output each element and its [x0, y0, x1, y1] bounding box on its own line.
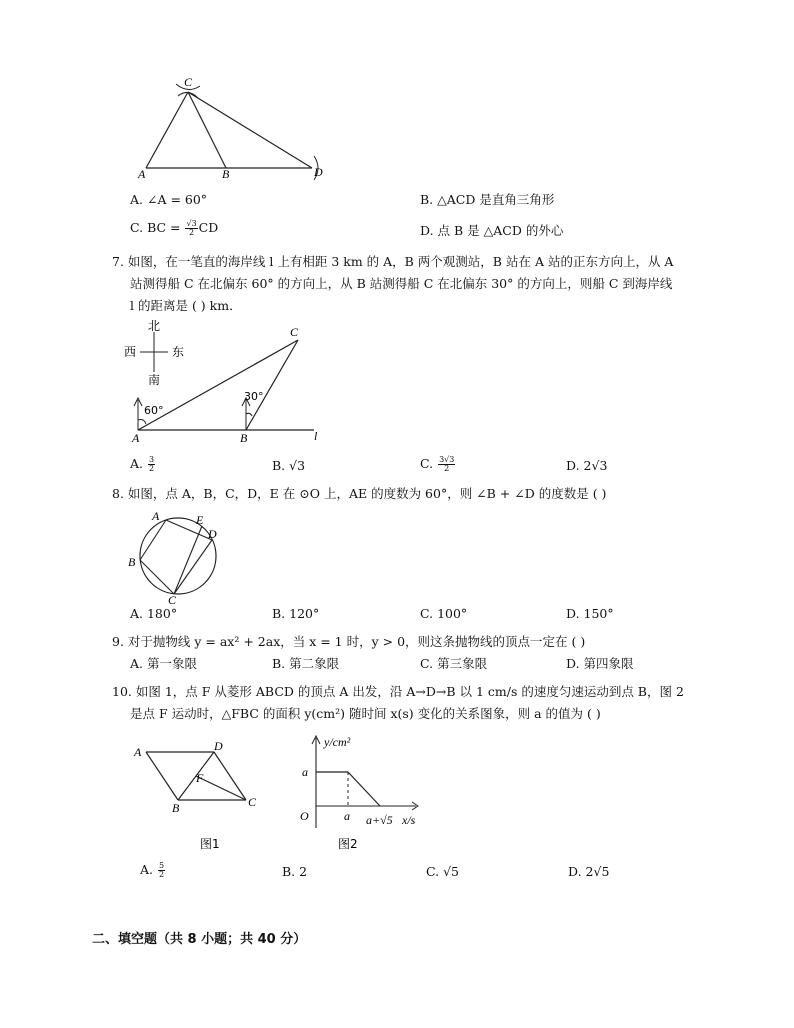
q10-fig1-label-d: D — [214, 739, 223, 753]
q6-option-a: A. ∠A = 60° — [130, 192, 208, 207]
q7-option-a-num: 3 — [149, 455, 155, 464]
section-2-title: 二、填空题（共 8 小题；共 40 分） — [92, 932, 307, 947]
q7-figure — [118, 318, 338, 448]
q7-option-c-den: 2 — [444, 464, 450, 473]
q7-angle-b: 30° — [244, 390, 264, 403]
q10-fig2-origin: O — [300, 809, 309, 823]
q10-fig2-x-axis-label: x/s — [402, 813, 416, 827]
q6-triangle-figure — [130, 74, 330, 184]
q7-label-b: B — [240, 431, 248, 445]
q8-option-d: D. 150° — [566, 606, 614, 621]
q10-fig2-caption: 图2 — [338, 837, 358, 851]
q10-option-d: D. 2√5 — [568, 864, 610, 879]
q9-option-a: A. 第一象限 — [130, 656, 197, 671]
q8-label-d: D — [208, 527, 217, 541]
q9-option-d: D. 第四象限 — [566, 656, 634, 671]
compass-north: 北 — [148, 319, 161, 333]
q7-stem-line2: 站测得船 C 在北偏东 60° 的方向上，从 B 站测得船 C 在北偏东 30° 的方向上，则船 C 到海岸线 — [130, 276, 673, 291]
q10-option-a-den: 2 — [159, 870, 165, 879]
q7-option-a — [130, 456, 156, 473]
q7-option-c — [420, 456, 456, 473]
q8-stem: 8. 如图，点 A，B，C，D，E 在 ⊙O 上，AE 的度数为 60°，则 ∠B + ∠D 的度数是 ( ) — [112, 486, 607, 501]
q10-option-a — [140, 862, 166, 879]
q7-option-b: B. √3 — [272, 458, 306, 473]
q10-fig1-label-b: B — [172, 801, 180, 815]
q10-fig2-y-axis-label: y/cm² — [324, 735, 351, 749]
q6-option-d: D. 点 B 是 △ACD 的外心 — [420, 223, 564, 238]
q6-option-c-suffix: CD — [198, 220, 219, 235]
q8-label-e: E — [196, 513, 204, 527]
q6-label-c: C — [184, 75, 193, 89]
q10-fig1-label-f: F — [196, 771, 204, 785]
compass-south: 南 — [148, 373, 161, 387]
q10-option-a-prefix: A. — [140, 862, 154, 877]
q10-stem-line2: 是点 F 运动时，△FBC 的面积 y(cm²) 随时间 x(s) 变化的关系图象，则 a 的值为 ( ) — [130, 706, 601, 721]
q7-option-d: D. 2√3 — [566, 458, 608, 473]
q7-label-c: C — [290, 325, 299, 339]
q8-label-b: B — [128, 555, 136, 569]
compass-west: 西 — [124, 345, 137, 359]
q10-figure-2 — [288, 732, 438, 856]
q6-label-a: A — [138, 167, 146, 181]
q6-option-c-num: √3 — [186, 219, 197, 228]
compass-east: 东 — [172, 345, 185, 359]
q8-label-c: C — [168, 593, 177, 607]
q10-fig1-label-c: C — [248, 795, 257, 809]
q6-label-d: D — [314, 165, 323, 179]
q9-option-b: B. 第二象限 — [272, 656, 340, 671]
q10-fig1-label-a: A — [134, 745, 142, 759]
q7-stem-line1: 7. 如图，在一笔直的海岸线 l 上有相距 3 km 的 A，B 两个观测站，B 站在 A 站的正东方向上，从 A — [112, 254, 674, 269]
q8-circle-figure — [124, 508, 234, 607]
q6-option-b: B. △ACD 是直角三角形 — [420, 192, 555, 207]
q6-option-c — [130, 220, 218, 237]
q6-option-c-den: 2 — [189, 228, 195, 237]
q7-option-a-den: 2 — [149, 464, 155, 473]
q8-label-a: A — [152, 509, 160, 523]
q7-option-a-prefix: A. — [130, 456, 144, 471]
q7-option-c-prefix: C. — [420, 456, 434, 471]
q7-angle-a: 60° — [144, 404, 164, 417]
q8-option-c: C. 100° — [420, 606, 468, 621]
q7-option-c-num: 3√3 — [439, 455, 455, 464]
q7-label-l: l — [314, 429, 318, 443]
q10-fig2-a-x: a — [344, 809, 350, 823]
q9-option-c: C. 第三象限 — [420, 656, 488, 671]
q10-fig2-a-y: a — [302, 765, 308, 779]
q10-fig2-end: a+√5 — [366, 813, 393, 827]
q10-option-c: C. √5 — [426, 864, 459, 879]
q10-fig1-caption: 图1 — [200, 837, 220, 851]
q10-stem-line1: 10. 如图 1，点 F 从菱形 ABCD 的顶点 A 出发，沿 A→D→B 以 1 cm/s 的速度匀速运动到点 B，图 2 — [112, 684, 684, 699]
q7-label-a: A — [132, 431, 140, 445]
q9-stem: 9. 对于抛物线 y = ax² + 2ax，当 x = 1 时，y > 0，则这条抛物线的顶点一定在 ( ) — [112, 634, 586, 649]
q6-label-b: B — [222, 167, 230, 181]
q6-option-c-prefix: C. BC = — [130, 220, 185, 235]
q10-figure-1 — [128, 736, 268, 852]
q7-stem-line3: l 的距离是 ( ) km． — [130, 298, 242, 313]
q10-option-a-num: 5 — [159, 861, 165, 870]
q8-option-b: B. 120° — [272, 606, 320, 621]
q8-option-a: A. 180° — [130, 606, 178, 621]
q10-option-b: B. 2 — [282, 864, 308, 879]
